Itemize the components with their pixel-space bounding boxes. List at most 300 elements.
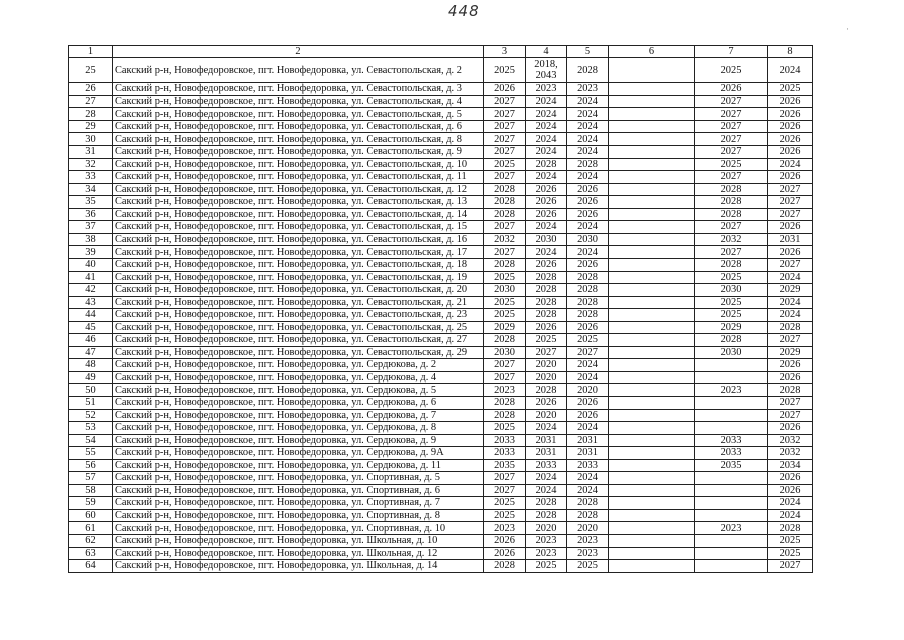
- row-number-cell: 49: [69, 371, 113, 384]
- column-3-cell: 2025: [484, 158, 526, 171]
- column-5-cell: 2024: [567, 108, 609, 121]
- row-number-cell: 47: [69, 346, 113, 359]
- column-3-cell: 2025: [484, 58, 526, 83]
- column-4-cell: 2027: [526, 346, 567, 359]
- column-4-cell: 2026: [526, 208, 567, 221]
- table-row: [69, 472, 813, 485]
- column-5-cell: 2033: [567, 459, 609, 472]
- column-5-cell: 2026: [567, 321, 609, 334]
- column-6-cell: [609, 497, 695, 510]
- address-cell: Сакский р-н, Новофедоровское, пгт. Новофедоровка, ул. Севастопольская, д. 16: [113, 233, 484, 246]
- column-3-cell: 2027: [484, 221, 526, 234]
- column-4-cell: 2024: [526, 95, 567, 108]
- column-6-cell: [609, 371, 695, 384]
- column-7-cell: 2027: [695, 146, 768, 159]
- column-4-cell: 2030: [526, 233, 567, 246]
- column-6-cell: [609, 359, 695, 372]
- column-4-cell: 2031: [526, 447, 567, 460]
- column-4-cell: 2026: [526, 396, 567, 409]
- address-cell: Сакский р-н, Новофедоровское, пгт. Новофедоровка, ул. Севастопольская, д. 12: [113, 183, 484, 196]
- column-3-cell: 2028: [484, 334, 526, 347]
- address-cell: Сакский р-н, Новофедоровское, пгт. Новофедоровка, ул. Сердюкова, д. 4: [113, 371, 484, 384]
- column-5-cell: 2026: [567, 409, 609, 422]
- column-7-cell: 2026: [695, 83, 768, 96]
- row-number-cell: 35: [69, 196, 113, 209]
- address-cell: Сакский р-н, Новофедоровское, пгт. Новофедоровка, ул. Сердюкова, д. 7: [113, 409, 484, 422]
- row-number-cell: 32: [69, 158, 113, 171]
- column-7-cell: 2027: [695, 108, 768, 121]
- column-7-cell: [695, 422, 768, 435]
- column-5-cell: 2028: [567, 509, 609, 522]
- row-number-cell: 40: [69, 258, 113, 271]
- column-8-cell: 2026: [768, 246, 813, 259]
- row-number-cell: 27: [69, 95, 113, 108]
- row-number-cell: 46: [69, 334, 113, 347]
- column-8-cell: 2028: [768, 321, 813, 334]
- column-3-cell: 2027: [484, 246, 526, 259]
- row-number-cell: 55: [69, 447, 113, 460]
- column-6-cell: [609, 95, 695, 108]
- column-6-cell: [609, 146, 695, 159]
- column-6-cell: [609, 459, 695, 472]
- column-5-cell: 2024: [567, 422, 609, 435]
- row-number-cell: 50: [69, 384, 113, 397]
- address-cell: Сакский р-н, Новофедоровское, пгт. Новофедоровка, ул. Севастопольская, д. 14: [113, 208, 484, 221]
- row-number-cell: 64: [69, 560, 113, 573]
- table-row: [69, 83, 813, 96]
- column-3-cell: 2025: [484, 497, 526, 510]
- column-4-cell: 2024: [526, 246, 567, 259]
- column-6-cell: [609, 560, 695, 573]
- column-3-cell: 2027: [484, 371, 526, 384]
- column-7-cell: 2025: [695, 158, 768, 171]
- column-4-cell: 2024: [526, 120, 567, 133]
- address-cell: Сакский р-н, Новофедоровское, пгт. Новофедоровка, ул. Севастопольская, д. 20: [113, 284, 484, 297]
- corner-mark: ·: [846, 24, 849, 34]
- column-5-cell: 2028: [567, 296, 609, 309]
- table-row: [69, 120, 813, 133]
- table-row: [69, 534, 813, 547]
- address-cell: Сакский р-н, Новофедоровское, пгт. Новофедоровка, ул. Школьная, д. 10: [113, 534, 484, 547]
- table-row: [69, 509, 813, 522]
- row-number-cell: 25: [69, 58, 113, 83]
- column-6-cell: [609, 108, 695, 121]
- column-8-cell: 2026: [768, 171, 813, 184]
- column-8-cell: 2026: [768, 484, 813, 497]
- column-6-cell: [609, 158, 695, 171]
- column-7-cell: [695, 547, 768, 560]
- column-7-cell: 2025: [695, 58, 768, 83]
- column-6-cell: [609, 422, 695, 435]
- column-3-cell: 2030: [484, 284, 526, 297]
- table-row: [69, 484, 813, 497]
- column-5-cell: 2024: [567, 221, 609, 234]
- column-4-cell: 2024: [526, 171, 567, 184]
- column-header-3: 3: [484, 46, 526, 58]
- column-8-cell: 2027: [768, 258, 813, 271]
- column-6-cell: [609, 284, 695, 297]
- column-7-cell: 2033: [695, 447, 768, 460]
- table-row: [69, 246, 813, 259]
- housing-register-table: [68, 45, 813, 573]
- column-6-cell: [609, 509, 695, 522]
- row-number-cell: 61: [69, 522, 113, 535]
- column-6-cell: [609, 321, 695, 334]
- column-4-cell: 2031: [526, 434, 567, 447]
- row-number-cell: 37: [69, 221, 113, 234]
- column-7-cell: [695, 409, 768, 422]
- column-5-cell: 2024: [567, 484, 609, 497]
- table-row: [69, 284, 813, 297]
- table-row: [69, 384, 813, 397]
- column-8-cell: 2024: [768, 296, 813, 309]
- column-7-cell: [695, 396, 768, 409]
- row-number-cell: 63: [69, 547, 113, 560]
- column-6-cell: [609, 83, 695, 96]
- column-5-cell: 2023: [567, 547, 609, 560]
- table-row: [69, 183, 813, 196]
- column-6-cell: [609, 183, 695, 196]
- column-7-cell: [695, 472, 768, 485]
- column-4-cell: 2028: [526, 296, 567, 309]
- column-3-cell: 2032: [484, 233, 526, 246]
- column-4-cell: 2026: [526, 321, 567, 334]
- row-number-cell: 62: [69, 534, 113, 547]
- column-header-8: 8: [768, 46, 813, 58]
- row-number-cell: 58: [69, 484, 113, 497]
- row-number-cell: 59: [69, 497, 113, 510]
- column-7-cell: 2023: [695, 522, 768, 535]
- table-row: [69, 95, 813, 108]
- column-3-cell: 2025: [484, 422, 526, 435]
- column-8-cell: 2026: [768, 108, 813, 121]
- column-5-cell: 2028: [567, 158, 609, 171]
- column-8-cell: 2027: [768, 196, 813, 209]
- address-cell: Сакский р-н, Новофедоровское, пгт. Новофедоровка, ул. Спортивная, д. 8: [113, 509, 484, 522]
- address-cell: Сакский р-н, Новофедоровское, пгт. Новофедоровка, ул. Севастопольская, д. 3: [113, 83, 484, 96]
- table-row: [69, 409, 813, 422]
- column-5-cell: 2023: [567, 83, 609, 96]
- address-cell: Сакский р-н, Новофедоровское, пгт. Новофедоровка, ул. Спортивная, д. 7: [113, 497, 484, 510]
- column-5-cell: 2026: [567, 208, 609, 221]
- column-6-cell: [609, 334, 695, 347]
- column-5-cell: 2025: [567, 560, 609, 573]
- column-8-cell: 2034: [768, 459, 813, 472]
- column-6-cell: [609, 171, 695, 184]
- column-3-cell: 2027: [484, 95, 526, 108]
- table-row: [69, 108, 813, 121]
- column-8-cell: 2026: [768, 95, 813, 108]
- column-8-cell: 2027: [768, 183, 813, 196]
- column-5-cell: 2024: [567, 246, 609, 259]
- column-4-cell: 2024: [526, 108, 567, 121]
- column-7-cell: 2028: [695, 258, 768, 271]
- column-3-cell: 2028: [484, 560, 526, 573]
- column-3-cell: 2025: [484, 296, 526, 309]
- row-number-cell: 48: [69, 359, 113, 372]
- column-4-cell: 2023: [526, 547, 567, 560]
- column-4-cell: 2028: [526, 384, 567, 397]
- address-cell: Сакский р-н, Новофедоровское, пгт. Новофедоровка, ул. Сердюкова, д. 8: [113, 422, 484, 435]
- row-number-cell: 53: [69, 422, 113, 435]
- column-5-cell: 2026: [567, 183, 609, 196]
- column-6-cell: [609, 133, 695, 146]
- row-number-cell: 36: [69, 208, 113, 221]
- column-7-cell: 2033: [695, 434, 768, 447]
- address-cell: Сакский р-н, Новофедоровское, пгт. Новофедоровка, ул. Севастопольская, д. 25: [113, 321, 484, 334]
- column-3-cell: 2033: [484, 447, 526, 460]
- column-5-cell: 2020: [567, 384, 609, 397]
- column-7-cell: 2027: [695, 120, 768, 133]
- column-header-4: 4: [526, 46, 567, 58]
- row-number-cell: 34: [69, 183, 113, 196]
- column-5-cell: 2026: [567, 196, 609, 209]
- column-3-cell: 2028: [484, 196, 526, 209]
- column-6-cell: [609, 309, 695, 322]
- row-number-cell: 41: [69, 271, 113, 284]
- table-row: [69, 221, 813, 234]
- table-row: [69, 321, 813, 334]
- column-8-cell: 2024: [768, 509, 813, 522]
- column-4-cell: 2025: [526, 334, 567, 347]
- column-3-cell: 2026: [484, 83, 526, 96]
- column-7-cell: [695, 484, 768, 497]
- column-3-cell: 2026: [484, 534, 526, 547]
- address-cell: Сакский р-н, Новофедоровское, пгт. Новофедоровка, ул. Севастопольская, д. 15: [113, 221, 484, 234]
- column-8-cell: 2026: [768, 133, 813, 146]
- column-4-cell: 2023: [526, 83, 567, 96]
- column-3-cell: 2028: [484, 258, 526, 271]
- column-8-cell: 2031: [768, 233, 813, 246]
- column-3-cell: 2028: [484, 183, 526, 196]
- address-cell: Сакский р-н, Новофедоровское, пгт. Новофедоровка, ул. Сердюкова, д. 9А: [113, 447, 484, 460]
- column-5-cell: 2027: [567, 346, 609, 359]
- column-4-cell: 2024: [526, 422, 567, 435]
- column-5-cell: 2028: [567, 309, 609, 322]
- column-8-cell: 2025: [768, 534, 813, 547]
- column-6-cell: [609, 472, 695, 485]
- column-4-cell: 2025: [526, 560, 567, 573]
- row-number-cell: 51: [69, 396, 113, 409]
- column-5-cell: 2024: [567, 371, 609, 384]
- row-number-cell: 39: [69, 246, 113, 259]
- column-4-cell: 2024: [526, 146, 567, 159]
- column-8-cell: 2025: [768, 83, 813, 96]
- column-6-cell: [609, 258, 695, 271]
- row-number-cell: 56: [69, 459, 113, 472]
- column-6-cell: [609, 120, 695, 133]
- table-row: [69, 560, 813, 573]
- table-row: [69, 158, 813, 171]
- column-header-1: 1: [69, 46, 113, 58]
- column-6-cell: [609, 522, 695, 535]
- column-8-cell: 2027: [768, 409, 813, 422]
- column-6-cell: [609, 246, 695, 259]
- column-4-cell: 2018, 2043: [526, 58, 567, 83]
- column-3-cell: 2025: [484, 309, 526, 322]
- row-number-cell: 43: [69, 296, 113, 309]
- address-cell: Сакский р-н, Новофедоровское, пгт. Новофедоровка, ул. Спортивная, д. 6: [113, 484, 484, 497]
- column-3-cell: 2023: [484, 384, 526, 397]
- address-cell: Сакский р-н, Новофедоровское, пгт. Новофедоровка, ул. Сердюкова, д. 5: [113, 384, 484, 397]
- address-cell: Сакский р-н, Новофедоровское, пгт. Новофедоровка, ул. Школьная, д. 12: [113, 547, 484, 560]
- column-5-cell: 2028: [567, 497, 609, 510]
- column-5-cell: 2024: [567, 171, 609, 184]
- table-row: [69, 422, 813, 435]
- column-4-cell: 2026: [526, 196, 567, 209]
- column-7-cell: 2025: [695, 271, 768, 284]
- column-6-cell: [609, 271, 695, 284]
- column-7-cell: [695, 534, 768, 547]
- column-header-6: 6: [609, 46, 695, 58]
- column-7-cell: 2030: [695, 346, 768, 359]
- column-4-cell: 2024: [526, 484, 567, 497]
- row-number-cell: 57: [69, 472, 113, 485]
- row-number-cell: 30: [69, 133, 113, 146]
- column-header-2: 2: [113, 46, 484, 58]
- column-4-cell: 2026: [526, 183, 567, 196]
- column-5-cell: 2025: [567, 334, 609, 347]
- column-5-cell: 2024: [567, 120, 609, 133]
- column-8-cell: 2029: [768, 346, 813, 359]
- column-6-cell: [609, 409, 695, 422]
- column-7-cell: 2035: [695, 459, 768, 472]
- column-3-cell: 2027: [484, 133, 526, 146]
- row-number-cell: 31: [69, 146, 113, 159]
- address-cell: Сакский р-н, Новофедоровское, пгт. Новофедоровка, ул. Севастопольская, д. 10: [113, 158, 484, 171]
- column-4-cell: 2028: [526, 309, 567, 322]
- column-3-cell: 2027: [484, 484, 526, 497]
- column-6-cell: [609, 196, 695, 209]
- column-5-cell: 2024: [567, 359, 609, 372]
- table-row: [69, 497, 813, 510]
- column-6-cell: [609, 208, 695, 221]
- column-3-cell: 2027: [484, 120, 526, 133]
- column-3-cell: 2027: [484, 146, 526, 159]
- column-5-cell: 2031: [567, 447, 609, 460]
- column-5-cell: 2028: [567, 58, 609, 83]
- address-cell: Сакский р-н, Новофедоровское, пгт. Новофедоровка, ул. Севастопольская, д. 9: [113, 146, 484, 159]
- column-5-cell: 2028: [567, 284, 609, 297]
- row-number-cell: 29: [69, 120, 113, 133]
- address-cell: Сакский р-н, Новофедоровское, пгт. Новофедоровка, ул. Севастопольская, д. 6: [113, 120, 484, 133]
- column-8-cell: 2024: [768, 497, 813, 510]
- column-5-cell: 2028: [567, 271, 609, 284]
- table-row: [69, 133, 813, 146]
- column-6-cell: [609, 384, 695, 397]
- column-6-cell: [609, 447, 695, 460]
- column-7-cell: 2023: [695, 384, 768, 397]
- table-row: [69, 271, 813, 284]
- address-cell: Сакский р-н, Новофедоровское, пгт. Новофедоровка, ул. Севастопольская, д. 8: [113, 133, 484, 146]
- column-3-cell: 2027: [484, 472, 526, 485]
- column-number-row: [69, 46, 813, 58]
- column-7-cell: 2025: [695, 309, 768, 322]
- row-number-cell: 38: [69, 233, 113, 246]
- column-7-cell: [695, 560, 768, 573]
- column-7-cell: [695, 509, 768, 522]
- column-header-7: 7: [695, 46, 768, 58]
- column-3-cell: 2027: [484, 108, 526, 121]
- address-cell: Сакский р-н, Новофедоровское, пгт. Новофедоровка, ул. Севастопольская, д. 29: [113, 346, 484, 359]
- column-8-cell: 2024: [768, 309, 813, 322]
- column-7-cell: [695, 497, 768, 510]
- column-8-cell: 2027: [768, 396, 813, 409]
- column-6-cell: [609, 221, 695, 234]
- row-number-cell: 42: [69, 284, 113, 297]
- column-7-cell: 2030: [695, 284, 768, 297]
- column-8-cell: 2026: [768, 359, 813, 372]
- table-row: [69, 334, 813, 347]
- column-6-cell: [609, 547, 695, 560]
- column-7-cell: [695, 359, 768, 372]
- table-row: [69, 309, 813, 322]
- column-3-cell: 2027: [484, 171, 526, 184]
- column-3-cell: 2028: [484, 208, 526, 221]
- address-cell: Сакский р-н, Новофедоровское, пгт. Новофедоровка, ул. Школьная, д. 14: [113, 560, 484, 573]
- column-5-cell: 2023: [567, 534, 609, 547]
- column-3-cell: 2023: [484, 522, 526, 535]
- column-5-cell: 2030: [567, 233, 609, 246]
- row-number-cell: 28: [69, 108, 113, 121]
- column-6-cell: [609, 484, 695, 497]
- column-7-cell: [695, 371, 768, 384]
- column-8-cell: 2024: [768, 58, 813, 83]
- column-4-cell: 2028: [526, 271, 567, 284]
- row-number-cell: 45: [69, 321, 113, 334]
- column-8-cell: 2032: [768, 434, 813, 447]
- table-row: [69, 434, 813, 447]
- column-8-cell: 2026: [768, 422, 813, 435]
- column-4-cell: 2020: [526, 409, 567, 422]
- column-8-cell: 2026: [768, 371, 813, 384]
- column-6-cell: [609, 346, 695, 359]
- column-3-cell: 2030: [484, 346, 526, 359]
- table-row: [69, 371, 813, 384]
- column-8-cell: 2026: [768, 120, 813, 133]
- column-4-cell: 2020: [526, 522, 567, 535]
- address-cell: Сакский р-н, Новофедоровское, пгт. Новофедоровка, ул. Севастопольская, д. 23: [113, 309, 484, 322]
- column-3-cell: 2035: [484, 459, 526, 472]
- column-3-cell: 2026: [484, 547, 526, 560]
- column-8-cell: 2024: [768, 271, 813, 284]
- column-5-cell: 2031: [567, 434, 609, 447]
- column-7-cell: 2027: [695, 171, 768, 184]
- table-row: [69, 547, 813, 560]
- row-number-cell: 54: [69, 434, 113, 447]
- column-4-cell: 2020: [526, 371, 567, 384]
- column-4-cell: 2023: [526, 534, 567, 547]
- column-8-cell: 2029: [768, 284, 813, 297]
- column-4-cell: 2020: [526, 359, 567, 372]
- column-8-cell: 2027: [768, 334, 813, 347]
- address-cell: Сакский р-н, Новофедоровское, пгт. Новофедоровка, ул. Севастопольская, д. 27: [113, 334, 484, 347]
- column-5-cell: 2026: [567, 258, 609, 271]
- column-7-cell: 2032: [695, 233, 768, 246]
- column-3-cell: 2027: [484, 359, 526, 372]
- column-4-cell: 2028: [526, 158, 567, 171]
- column-7-cell: 2029: [695, 321, 768, 334]
- table-row: [69, 346, 813, 359]
- column-6-cell: [609, 434, 695, 447]
- table-body: [69, 58, 813, 572]
- column-8-cell: 2027: [768, 560, 813, 573]
- column-4-cell: 2028: [526, 509, 567, 522]
- column-4-cell: 2028: [526, 284, 567, 297]
- table-row: [69, 296, 813, 309]
- address-cell: Сакский р-н, Новофедоровское, пгт. Новофедоровка, ул. Спортивная, д. 5: [113, 472, 484, 485]
- column-7-cell: 2027: [695, 246, 768, 259]
